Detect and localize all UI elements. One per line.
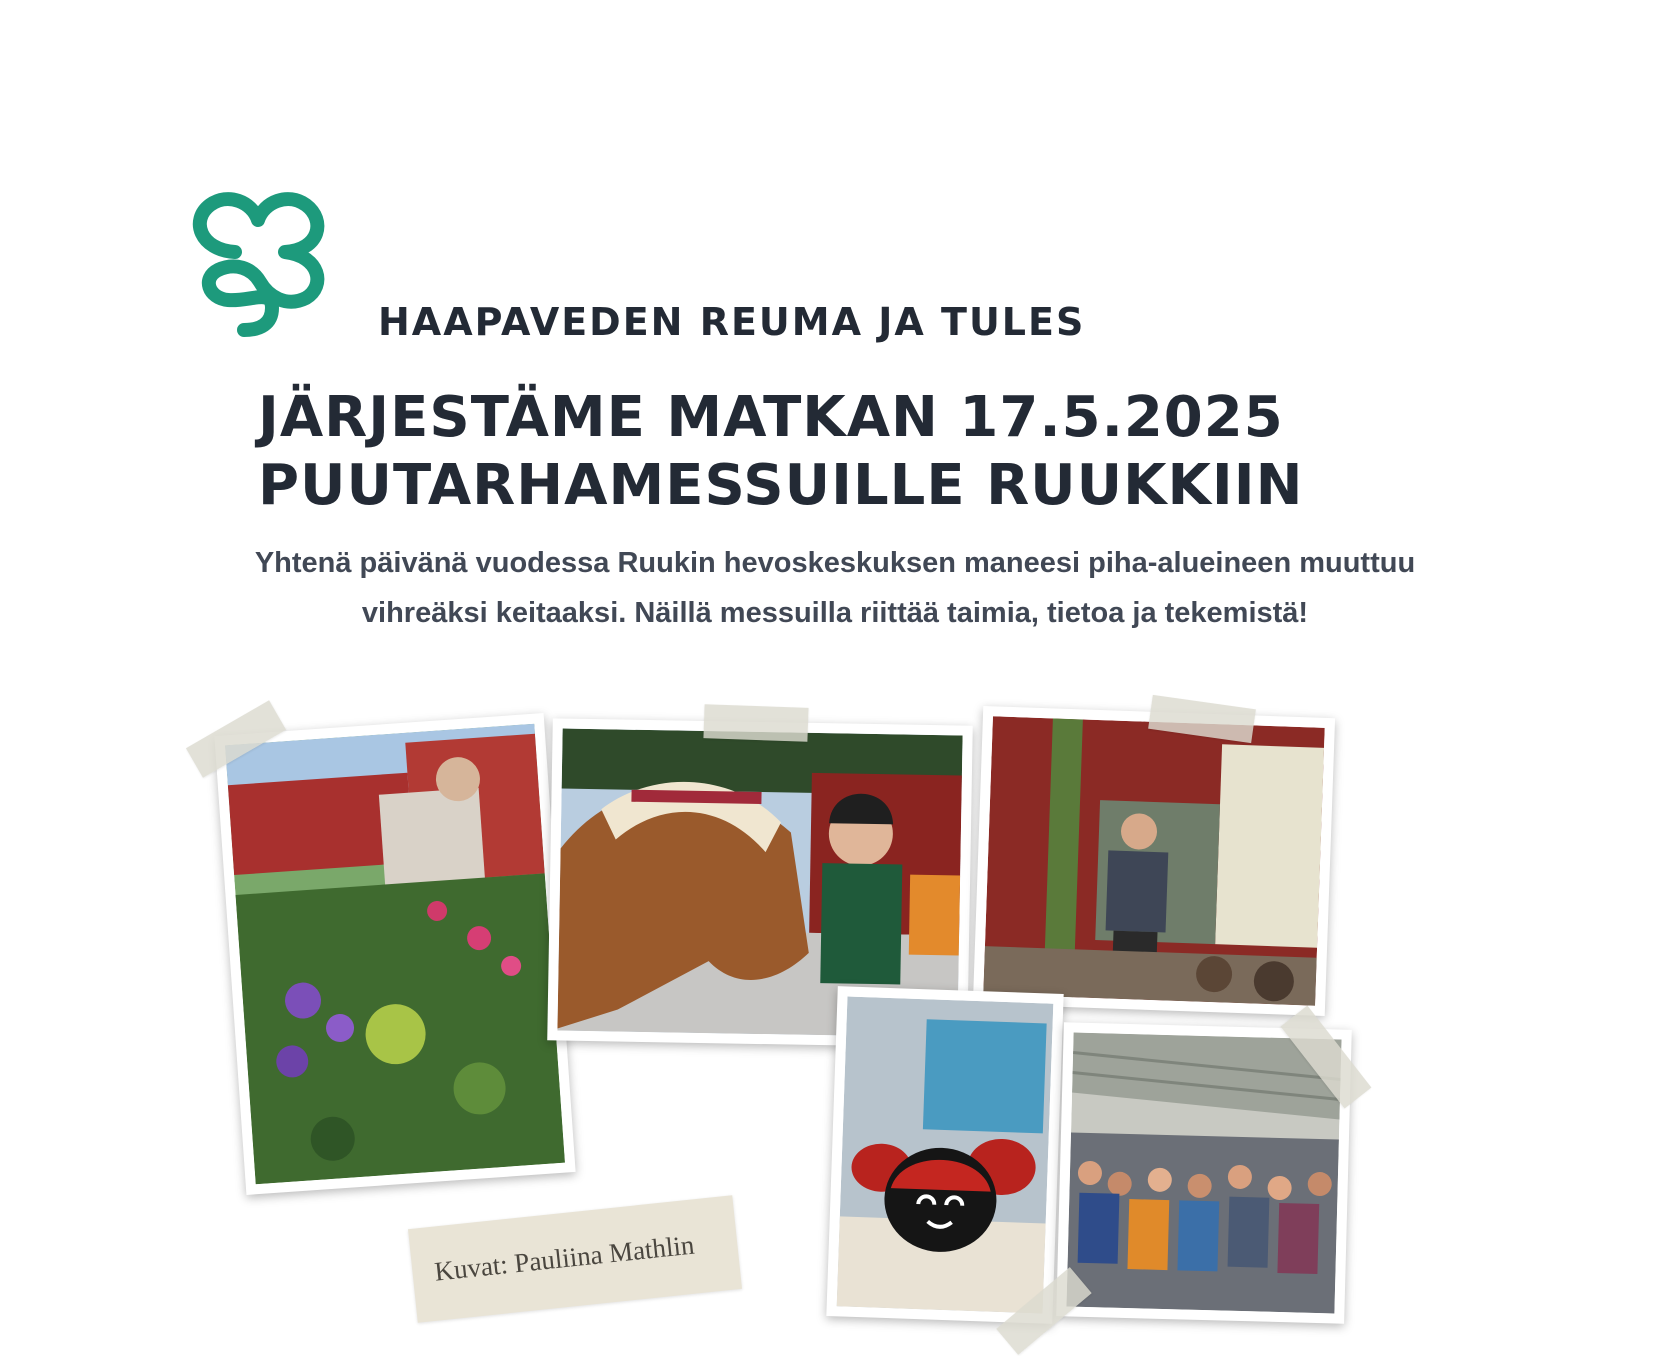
- title-line-1: JÄRJESTÄME MATKAN 17.5.2025: [258, 385, 1284, 450]
- flowers-market-image: [225, 724, 565, 1185]
- organization-name: HAAPAVEDEN REUMA JA TULES: [378, 300, 1086, 344]
- photo-credit-text: Kuvat: Pauliina Mathlin: [432, 1229, 696, 1287]
- ladybug-stone-photo: [826, 986, 1063, 1324]
- page-title: [258, 384, 1303, 520]
- flowers-market-photo: [214, 713, 575, 1195]
- photo-credit: [408, 1195, 742, 1323]
- tape-strip: [703, 704, 808, 742]
- audience-hall-image: [1066, 1033, 1341, 1314]
- ladybug-stone-image: [837, 996, 1054, 1313]
- clover-logo-icon: [180, 190, 335, 340]
- intro-line-1: Yhtenä päivänä vuodessa Ruukin hevoskeskuksen maneesi piha-alueineen muuttuu: [254, 547, 1416, 579]
- intro-text: [200, 538, 1470, 638]
- lecturer-photo: [973, 706, 1335, 1016]
- intro-line-2: vihreäksi keitaaksi. Näillä messuilla riittää taimia, tietoa ja tekemistä!: [361, 597, 1309, 629]
- title-line-2: PUUTARHAMESSUILLE RUUKKIIN: [258, 453, 1304, 518]
- lecturer-image: [983, 716, 1324, 1005]
- audience-hall-photo: [1056, 1022, 1352, 1323]
